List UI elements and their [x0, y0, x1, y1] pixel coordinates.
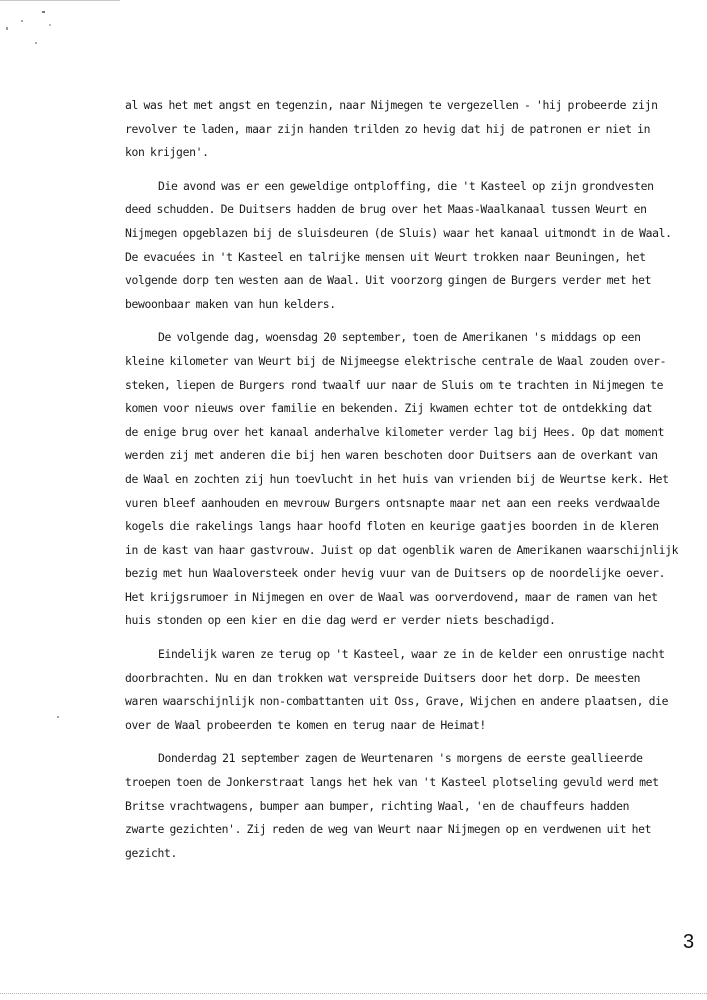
text-line: troepen toen de Jonkerstraat langs het hek van 't Kasteel plotseling gevuld werd met: [125, 775, 659, 790]
text-line: volgende dorp ten westen aan de Waal. Uit voorzorg gingen de Burgers verder met het: [125, 273, 652, 288]
scan-bottom-rule: [0, 993, 707, 995]
scan-corner-marks: [4, 2, 64, 62]
text-line: werden zij met anderen die bij hen waren beschoten door Duitsers aan de overkant van: [125, 448, 658, 463]
text-line: de enige brug over het kanaal anderhalve kilometer verder lag bij Hees. Op dat moment: [125, 424, 665, 439]
paragraph-2: [125, 175, 672, 317]
text-line: huis stonden op een kier en die dag werd er verder niets beschadigd.: [125, 613, 556, 628]
paragraph-1: [125, 94, 658, 165]
page-number: 3: [683, 931, 695, 953]
text-line: Nijmegen opgeblazen bij de sluisdeuren (de Sluis) waar het kanaal uitmondt in de Waal.: [125, 225, 672, 240]
text-line: kogels die rakelings langs haar hoofd floten en keurige gaatjes boorden in de kleren: [125, 519, 659, 534]
text-line: De evacuées in 't Kasteel en talrijke mensen uit Weurt trokken naar Beuningen, het: [125, 249, 646, 264]
scan-top-rule: [0, 0, 120, 1]
text-line: Het krijgsrumoer in Nijmegen en over de Waal was oorverdovend, maar de ramen van het: [125, 589, 658, 604]
text-line: bezig met hun Waaloversteek onder hevig vuur van de Duitsers op de noordelijke oever.: [125, 566, 666, 581]
text-line: steken, liepen de Burgers rond twaalf uur naar de Sluis om te trachten in Nijmegen te: [125, 377, 664, 392]
text-line: vuren bleef aanhouden en mevrouw Burgers ontsnapte maar net aan een reeks verdwaalde: [125, 495, 660, 510]
text-line: komen voor nieuws over familie en bekenden. Zij kwamen echter tot de ontdekking dat: [125, 401, 653, 416]
text-line: revolver te laden, maar zijn handen trilden zo hevig dat hij de patronen er niet in: [125, 121, 651, 136]
text-line: De volgende dag, woensdag 20 september, toen de Amerikanen 's middags op een: [158, 330, 641, 345]
text-line: zwarte gezichten'. Zij reden de weg van Weurt naar Nijmegen op en verdwenen uit het: [125, 822, 652, 837]
paragraph-4: [125, 643, 669, 737]
text-line: kleine kilometer van Weurt bij de Nijmeegse elektrische centrale de Waal zouden over-: [125, 353, 667, 368]
text-line: over de Waal probeerden te komen en terug naar de Heimat!: [125, 717, 486, 732]
text-line: gezicht.: [125, 845, 178, 860]
text-line: Britse vrachtwagens, bumper aan bumper, richting Waal, 'en de chauffeurs hadden: [125, 798, 630, 813]
text-line: al was het met angst en tegenzin, naar Nijmegen te vergezellen - 'hij probeerde zijn: [125, 98, 658, 112]
text-line: kon krijgen'.: [125, 145, 209, 160]
paragraph-5: [125, 747, 659, 865]
text-line: deed schudden. De Duitsers hadden de brug over het Maas-Waalkanaal tussen Weurt en: [125, 202, 647, 217]
text-line: Donderdag 21 september zagen de Weurtenaren 's morgens de eerste geallieerde: [158, 751, 643, 766]
text-line: doorbrachten. Nu en dan trokken wat verspreide Duitsers door het dorp. De meesten: [125, 670, 641, 685]
text-line: Die avond was er een geweldige ontploffing, die 't Kasteel op zijn grondvesten: [158, 178, 654, 193]
scan-speck: [57, 716, 59, 718]
text-line: bewoonbaar maken van hun kelders.: [125, 296, 336, 311]
paragraph-3: [125, 326, 679, 633]
text-line: de Waal en zochten zij hun toevlucht in het huis van vrienden bij de Weurtse kerk. Het: [125, 471, 669, 486]
body-text: [125, 94, 679, 865]
text-line: waren waarschijnlijk non-combattanten uit Oss, Grave, Wijchen en andere plaatsen, die: [125, 694, 669, 709]
text-line: Eindelijk waren ze terug op 't Kasteel, waar ze in de kelder een onrustige nacht: [158, 647, 665, 662]
text-line: in de kast van haar gastvrouw. Juist op dat ogenblik waren de Amerikanen waarschijnlijk: [125, 542, 679, 557]
